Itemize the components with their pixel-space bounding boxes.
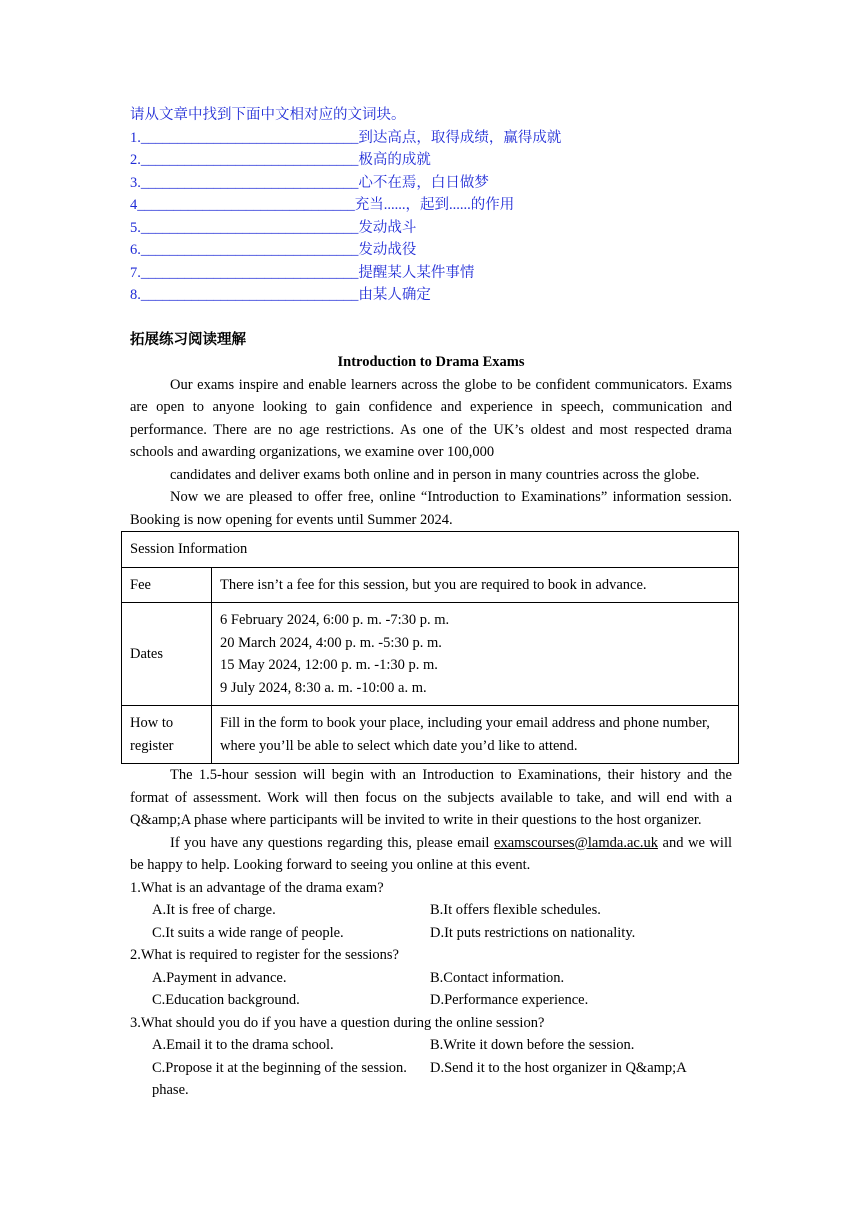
answer-blank[interactable]: ______________________________	[140, 219, 359, 236]
answer-blank[interactable]: ______________________________	[140, 242, 359, 258]
spacer	[130, 307, 732, 329]
question-block	[130, 877, 732, 945]
vocab-item: 2.______________________________极高的成就	[130, 152, 431, 168]
fee-value: There isn’t a fee for this session, but you are required to book in advance.	[212, 567, 739, 603]
date-entry: 6 February 2024, 6:00 p. m. -7:30 p. m.	[220, 612, 450, 628]
passage-paragraph-continued: candidates and deliver exams both online and in person in many countries across the globe.	[170, 466, 700, 483]
dates-value	[212, 603, 739, 706]
dates-label: Dates	[122, 603, 212, 706]
option-a[interactable]: A.It is free of charge.	[152, 902, 276, 918]
email-link[interactable]: examscourses@lamda.ac.uk	[494, 834, 658, 851]
question-stem: 2.What is required to register for the sessions?	[130, 947, 399, 963]
vocab-item: 5.______________________________发动战斗	[130, 219, 417, 236]
date-entry: 15 May 2024, 12:00 p. m. -1:30 p. m.	[220, 657, 438, 673]
passage-paragraph: The 1.5-hour session will begin with an Introduction to Examinations, their history and the format of assessment. Work will then focus on the subjects available to take, and will end with a Q&amp;A phase where participants will be invited to write in their questions to the host organizer.	[130, 767, 732, 828]
vocab-item: 7.______________________________提醒某人某件事情	[130, 264, 475, 281]
option-row	[130, 967, 732, 990]
vocab-item: 1.______________________________到达高点，取得成绩，赢得成就	[130, 129, 562, 146]
answer-blank[interactable]: ______________________________	[140, 287, 359, 303]
question-stem: 3.What should you do if you have a question during the online session?	[130, 1014, 545, 1031]
passage-paragraph: If you have any questions regarding this, please email examscourses@lamda.ac.uk and we will be happy to help. Looking forward to seeing you online at this event.	[130, 834, 733, 873]
option-b[interactable]: B.Contact information.	[430, 969, 565, 986]
option-row	[130, 1034, 732, 1057]
document-page	[130, 104, 732, 1102]
answer-blank[interactable]: ______________________________	[140, 129, 359, 146]
option-row	[130, 1057, 732, 1080]
section-heading: 拓展练习阅读理解	[130, 331, 246, 348]
register-label: How to register	[122, 706, 212, 764]
option-row	[130, 922, 732, 945]
option-d[interactable]: D.Performance experience.	[430, 992, 589, 1008]
answer-blank[interactable]: ______________________________	[140, 152, 359, 168]
answer-blank[interactable]: ______________________________	[137, 197, 355, 213]
answer-blank[interactable]: ______________________________	[140, 264, 359, 281]
option-d[interactable]: D.Send it to the host organizer in Q&amp;A	[430, 1059, 687, 1076]
option-row	[130, 989, 732, 1012]
table-row	[122, 706, 739, 764]
session-info-table	[121, 531, 739, 764]
option-c-wrap: phase.	[152, 1082, 189, 1098]
question-block	[130, 1012, 732, 1102]
date-entry: 20 March 2024, 4:00 p. m. -5:30 p. m.	[220, 634, 442, 651]
option-c[interactable]: C.Propose it at the beginning of the session.	[152, 1059, 407, 1076]
passage-paragraph: Now we are pleased to offer free, online “Introduction to Examinations” information session. Booking is now opening for events until Summer 2024.	[130, 489, 732, 528]
answer-blank[interactable]: ______________________________	[140, 174, 359, 191]
question-block	[130, 944, 732, 1012]
question-stem: 1.What is an advantage of the drama exam?	[130, 879, 384, 896]
passage-title: Introduction to Drama Exams	[337, 354, 525, 370]
option-b[interactable]: B.Write it down before the session.	[430, 1037, 635, 1053]
vocab-instruction: 请从文章中找到下面中文相对应的文词块。	[130, 107, 406, 123]
option-b[interactable]: B.It offers flexible schedules.	[430, 902, 601, 918]
passage-paragraph: Our exams inspire and enable learners across the globe to be confident communicators. Exams are open to anyone looking to gain confidence and experience in speech, communication and performance. There are no age restrictions. As one of the UK’s oldest and most respected drama schools and awarding organizations, we examine over 100,000	[130, 376, 732, 460]
vocab-item: 4______________________________充当......，起到......的作用	[130, 197, 515, 213]
fee-label: Fee	[122, 567, 212, 603]
option-row	[130, 899, 732, 922]
option-row	[130, 1079, 732, 1102]
option-c[interactable]: C.It suits a wide range of people.	[152, 924, 344, 941]
vocab-item: 8.______________________________由某人确定	[130, 287, 431, 303]
vocab-item: 6.______________________________发动战役	[130, 242, 417, 258]
option-a[interactable]: A.Payment in advance.	[152, 969, 287, 986]
option-a[interactable]: A.Email it to the drama school.	[152, 1037, 334, 1053]
date-entry: 9 July 2024, 8:30 a. m. -10:00 a. m.	[220, 679, 427, 696]
option-c[interactable]: C.Education background.	[152, 992, 300, 1008]
option-d[interactable]: D.It puts restrictions on nationality.	[430, 924, 636, 941]
table-header: Session Information	[122, 532, 739, 568]
register-value: Fill in the form to book your place, including your email address and phone number, where you’ll be able to select which date you’d like to attend.	[212, 706, 739, 764]
table-row	[122, 603, 739, 706]
vocab-list	[130, 127, 732, 307]
vocab-item: 3.______________________________心不在焉，白日做梦	[130, 174, 489, 191]
table-row	[122, 532, 739, 568]
table-row	[122, 567, 739, 603]
